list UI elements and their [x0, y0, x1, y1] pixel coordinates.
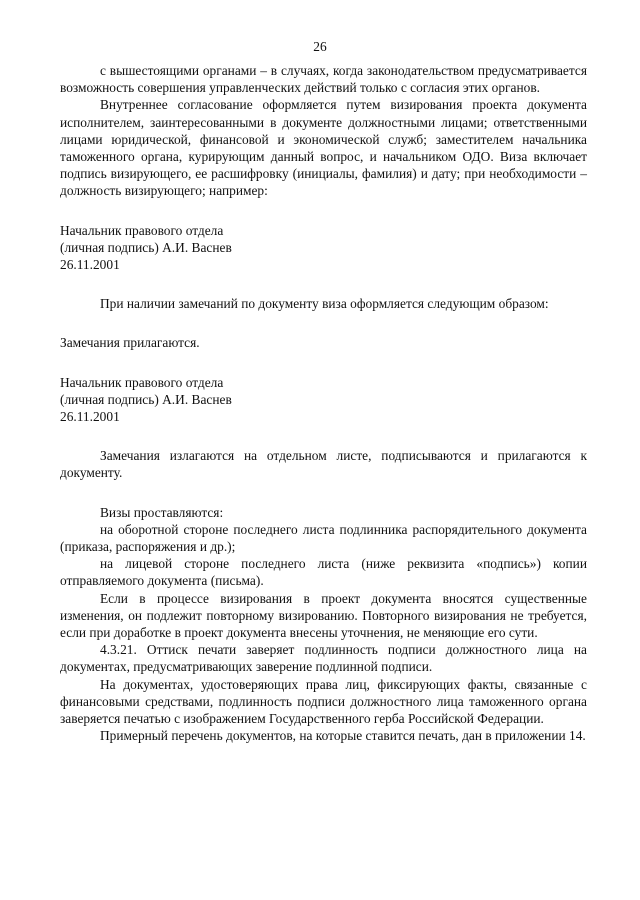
- visa-example-1: [60, 222, 587, 274]
- paragraph-6: Визы проставляются:: [100, 504, 224, 520]
- paragraph-4: Замечания прилагаются.: [60, 335, 200, 351]
- document-body: [60, 62, 587, 745]
- paragraph-2: Внутреннее согласование оформляется путем визирования проекта документа исполнителем, заинтересованными в документе должностными лицами; ответственными лицами юридической, финансовой и экономической служб; заместителем начальника таможенного органа, курирующим данный вопрос, и начальником ОДО. Виза включает подпись визирующего, ее расшифровку (инициалы, фамилия) и дату; при необходимости – должность визирующего; например:: [60, 97, 587, 199]
- visa-signature: (личная подпись) А.И. Васнев: [60, 391, 232, 407]
- paragraph-3: При наличии замечаний по документу виза оформляется следующим образом:: [100, 296, 549, 312]
- paragraph-1: с вышестоящими органами – в случаях, когда законодательством предусматривается возможность совершения управленческих действий только с согласия этих органов.: [60, 63, 587, 96]
- paragraph-11: На документах, удостоверяющих права лиц, фиксирующих факты, связанные с финансовыми средствами, подлинность подписи должностного лица таможенного органа заверяется печатью с изображением Государственного герба Российской Федерации.: [60, 676, 587, 727]
- visa-example-2: [60, 374, 587, 426]
- visa-date: 26.11.2001: [60, 257, 120, 273]
- paragraph-9: Если в процессе визирования в проект документа вносятся существенные изменения, он подлежит повторному визированию. Повторного визирования не требуется, если при доработке в проект документа внесены уточнения, не меняющие его сути.: [60, 590, 587, 641]
- paragraph-12: Примерный перечень документов, на которые ставится печать, дан в приложении 14.: [100, 728, 586, 744]
- visa-position: Начальник правового отдела: [60, 374, 224, 390]
- paragraph-10: 4.3.21. Оттиск печати заверяет подлинность подписи должностного лица на документах, предусматривающих заверение подлинной подписи.: [60, 642, 587, 675]
- paragraph-5: Замечания излагаются на отдельном листе, подписываются и прилагаются к документу.: [60, 448, 587, 481]
- visa-position: Начальник правового отдела: [60, 222, 224, 238]
- page-number: 26: [313, 39, 327, 54]
- visa-signature: (личная подпись) А.И. Васнев: [60, 239, 232, 255]
- paragraph-7: на оборотной стороне последнего листа подлинника распорядительного документа (приказа, распоряжения и др.);: [60, 521, 587, 555]
- paragraph-8: на лицевой стороне последнего листа (ниже реквизита «подпись») копии отправляемого документа (письма).: [60, 556, 587, 589]
- visa-date: 26.11.2001: [60, 409, 120, 425]
